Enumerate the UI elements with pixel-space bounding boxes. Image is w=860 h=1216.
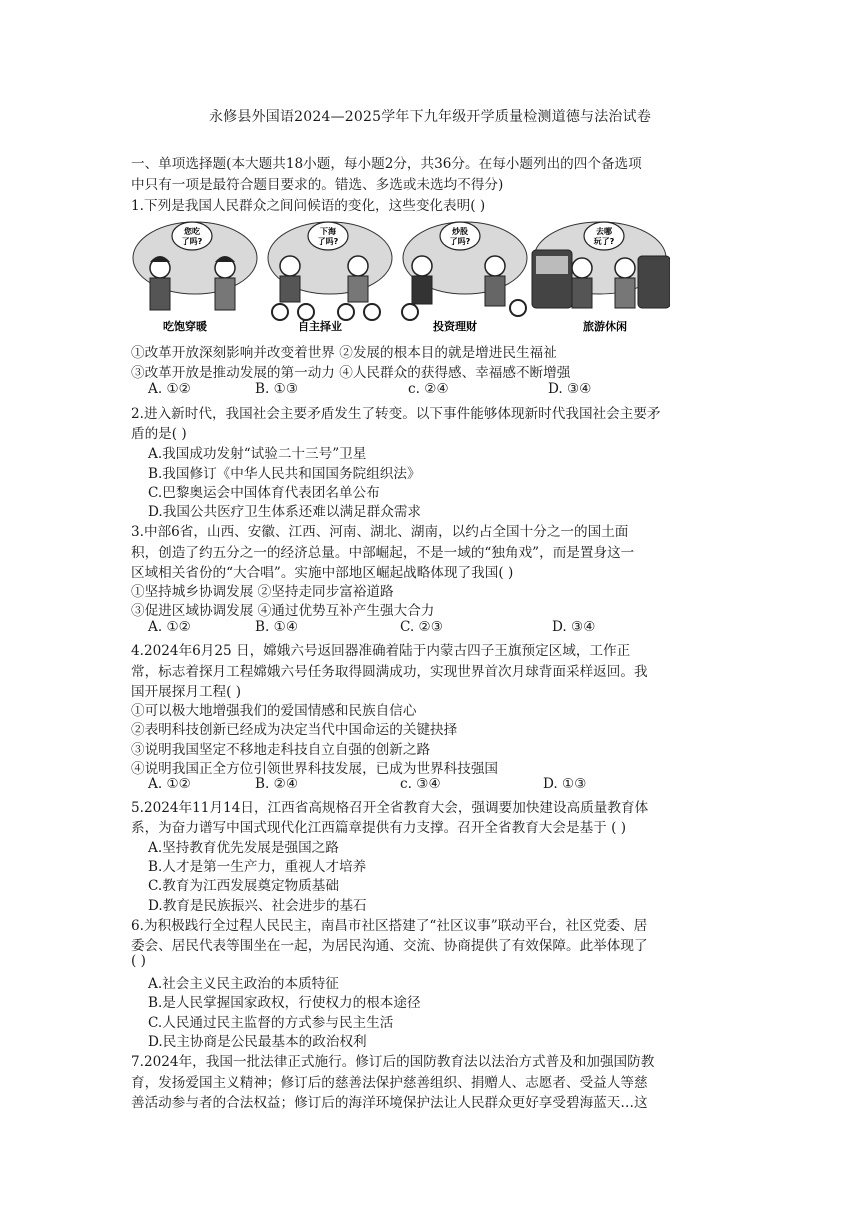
comic-caption-3: 投资理财 [433,320,477,333]
q4-stem-line1: 4.2024年6月25 日，嫦娥六号返回器准确着陆于内蒙古四子王旗预定区域，工作正 [131,643,631,659]
comic-bubble-4a: 去哪 [596,227,612,236]
comic-bubble-2b: 了吗? [317,237,339,246]
q7-stem-line2: 育，发扬爱国主义精神；修订后的慈善法保护慈善组织、捐赠人、志愿者、受益人等慈 [131,1075,648,1091]
q6-stem-line3: ( ) [131,953,146,969]
q3-stem-line2: 积，创造了约五分之一的经济总量。中部崛起，不是一域的“独角戏”，而是置身这一 [131,545,635,561]
comic-panel-3 [402,222,527,333]
q5-option-c[interactable]: C.教育为江西发展奠定物质基础 [148,878,339,894]
comic-bubble-3a: 炒股 [452,227,468,236]
q4-option-b[interactable]: B. ②④ [255,776,299,792]
q4-statements-3: ③说明我国坚定不移地走科技自立自强的创新之路 [131,742,431,758]
comic-caption-4: 旅游休闲 [583,320,627,333]
exam-title: 永修县外国语2024—2025学年下九年级开学质量检测道德与法治试卷 [208,109,652,125]
q4-stem-line2: 常，标志着探月工程嫦娥六号任务取得圆满成功，实现世界首次月球背面采样返回。我 [131,664,648,680]
greeting-comics-image [130,216,670,336]
q4-statements-4: ④说明我国正全方位引领世界科技发展，已成为世界科技强国 [131,761,499,777]
section-instruction-line1: 一、单项选择题(本大题共18小题，每小题2分，共36分。在每小题列出的四个备选项 [131,156,642,172]
comic-panel-1 [133,222,257,333]
comic-bubble-4b: 玩了? [593,237,615,246]
q1-option-c[interactable]: c. ②④ [408,381,449,397]
q5-option-b[interactable]: B.人才是第一生产力，重视人才培养 [148,859,367,875]
comic-caption-1: 吃饱穿暖 [163,320,207,333]
q4-statements-1: ①可以极大地增强我们的爱国情感和民族自信心 [131,703,417,719]
q6-stem-line1: 6.为积极践行全过程人民民主，南昌市社区搭建了“社区议事”联动平台，社区党委、居 [131,918,648,934]
q1-option-b[interactable]: B. ①③ [255,381,299,397]
q6-option-a[interactable]: A.社会主义民主政治的本质特征 [148,976,339,992]
q5-stem-line2: 系，为奋力谱写中国式现代化江西篇章提供有力支撑。召开全省教育大会是基于 ( ) [131,820,627,836]
q3-statements-1: ①坚持城乡协调发展 ②坚持走同步富裕道路 [131,584,394,600]
q2-option-d[interactable]: D.我国公共医疗卫生体系还难以满足群众需求 [148,504,422,520]
q1-option-a[interactable]: A. ①② [148,381,191,397]
q1-stem: 1.下列是我国人民群众之间问候语的变化，这些变化表明( ) [131,198,486,214]
q1-option-d[interactable]: D. ③④ [548,381,592,397]
q4-option-c[interactable]: c. ③④ [400,776,441,792]
q2-option-a[interactable]: A.我国成功发射“试验二十三号”卫星 [148,446,367,462]
q6-option-c[interactable]: C.人民通过民主监督的方式参与民主生活 [148,1015,394,1031]
q1-statements-2: ③改革开放是推动发展的第一动力 ④人民群众的获得感、幸福感不断增强 [131,365,571,381]
q1-statements-1: ①改革开放深刻影响并改变着世界 ②发展的根本目的就是增进民生福祉 [131,345,557,361]
q2-stem-line1: 2.进入新时代，我国社会主要矛盾发生了转变。以下事件能够体现新时代我国社会主要矛 [131,406,661,422]
q3-stem-line1: 3.中部6省，山西、安徽、江西、河南、湖北、湖南，以约占全国十分之一的国土面 [131,524,629,540]
comic-bubble-1a: 您吃 [184,227,200,236]
comic-bubble-1b: 了吗? [181,237,203,246]
q3-option-c[interactable]: C. ②③ [400,619,443,635]
comic-bubble-2a: 下海 [320,227,336,236]
q7-stem-line1: 7.2024年，我国一批法律正式施行。修订后的国防教育法以法治方式普及和加强国防教 [131,1054,655,1070]
q5-option-a[interactable]: A.坚持教育优先发展是强国之路 [148,840,339,856]
q5-stem-line1: 5.2024年11月14日，江西省高规格召开全省教育大会，强调要加快建设高质量教育体 [131,800,649,816]
q3-option-a[interactable]: A. ①② [148,619,191,635]
q6-option-b[interactable]: B.是人民掌握国家政权，行使权力的根本途径 [148,995,421,1011]
q2-option-b[interactable]: B.我国修订《中华人民共和国国务院组织法》 [148,466,421,482]
q3-option-b[interactable]: B. ①④ [255,619,299,635]
q5-option-d[interactable]: D.教育是民族振兴、社会进步的基石 [148,898,367,914]
q6-option-d[interactable]: D.民主协商是公民最基本的政治权利 [148,1034,367,1050]
q3-statements-2: ③促进区域协调发展 ④通过优势互补产生强大合力 [131,603,435,619]
q4-statements-2: ②表明科技创新已经成为决定当代中国命运的关键抉择 [131,722,458,738]
comic-bubble-3b: 了吗? [449,237,471,246]
q7-stem-line3: 善活动参与者的合法权益；修订后的海洋环境保护法让人民群众更好享受碧海蓝天…这 [131,1095,648,1111]
section-instruction-line2: 中只有一项是最符合题目要求的。错选、多选或未选均不得分) [131,177,504,193]
q3-option-d[interactable]: D. ③④ [552,619,596,635]
comic-caption-2: 自主择业 [298,320,342,333]
q4-option-d[interactable]: D. ①③ [543,776,587,792]
q2-stem-line2: 盾的是( ) [131,426,187,442]
q4-stem-line3: 国开展探月工程( ) [131,684,242,700]
q6-stem-line2: 委会、居民代表等围坐在一起，为居民沟通、交流、协商提供了有效保障。此举体现了 [131,938,648,954]
comic-panel-4 [532,222,670,333]
q2-option-c[interactable]: C.巴黎奥运会中国体育代表团名单公布 [148,485,380,501]
comic-panel-2 [268,222,392,333]
q4-option-a[interactable]: A. ①② [148,776,191,792]
q3-stem-line3: 区域相关省份的“大合唱”。实施中部地区崛起战略体现了我国( ) [131,565,514,581]
